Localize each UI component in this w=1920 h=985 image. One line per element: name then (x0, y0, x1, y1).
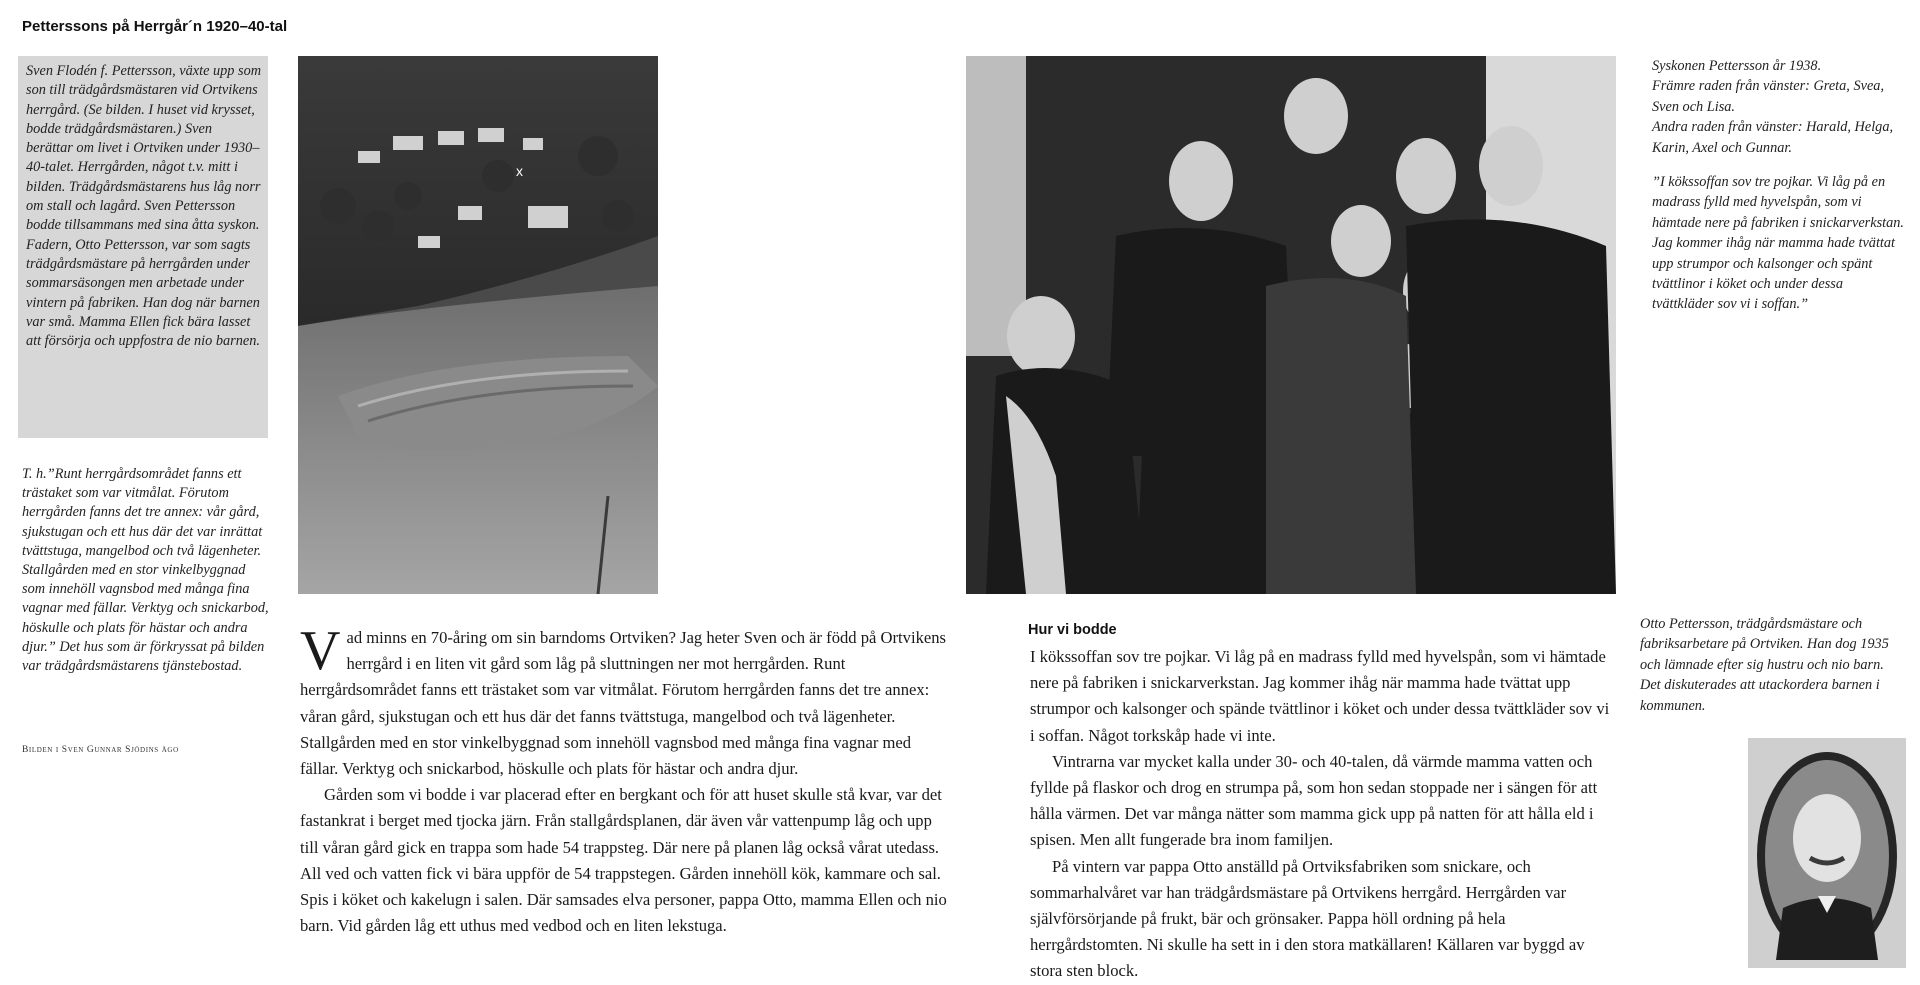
intro-box (18, 56, 268, 438)
intro-text: Sven Flodén f. Pettersson, växte upp som son till trädgårdsmästaren vid Ortvikens herrgård. (Se bilden. I huset vid krysset, bodde trädgårdsmästaren.) Sven berättar om livet i Ortviken under 1930–40-talet. Herrgården, något t.v. mitt i bilden. Trädgårdsmästarens hus låg norr om stall och lagård. Sven Pettersson bodde tillsammans med sina åtta syskon. Fadern, Otto Pettersson, var som sagts trädgårdsmästare på herrgården under sommarsäsongen men arbetade under vintern på fabriken. Han dog när barnen var små. Mamma Ellen fick bära lasset att försörja och uppfostra de nio barnen. (26, 63, 262, 350)
siblings-caption-front-row: Främre raden från vänster: Greta, Svea, Sven och Lisa. (1652, 78, 1885, 115)
article-paragraph-2: Gården som vi bodde i var placerad efter en bergkant och för att huset skulle stå kvar, var det fastankrat i berget med tjocka järn. Från stallgårdsplanen, där även vår vattenpump låg och upp till våran gård gick en trappa som hade 54 trappsteg. Där nere på planen låg också vårat utedass. All ved och vatten fick vi bära uppför de 54 trappstegen. Gården innehöll kök, kammare och sal. Spis i köket och kakelugn i salen. Där samsades elva personer, pappa Otto, mamma Ellen och nio barn. Vid gården låg ett uthus med vedbod och en liten lekstuga. (300, 785, 947, 936)
siblings-photo-illustration (966, 56, 1616, 594)
house-cross-mark: x (516, 163, 523, 179)
article-column (300, 620, 950, 939)
section-paragraph-1: I kökssoffan sov tre pojkar. Vi låg på en madrass fylld med hyvelspån, som vi hämtade nere på fabriken i snickarverkstan. Jag kommer ihåg när mamma hade tvättat upp strumpor och kalsonger och spände tvättlinor i köket och under dessa tvättkläder sov vi i soffan. Något torkskåp hade vi inte. (1030, 647, 1610, 745)
aerial-photo-illustration (298, 56, 658, 594)
section-column (1030, 644, 1610, 985)
article-paragraph-1-text: ad minns en 70-åring om sin barndoms Ortviken? Jag heter Sven och är född på Ortvikens herrgård i en liten vit gård som låg på sluttningen ner mot herrgården. Runt herrgårdsområdet fanns ett trästaket som var vitmålat. Förutom herrgården fanns det tre annex: våran gård, sjukstugan och ett hus där det fanns tvättstuga, mangelbod och två lägenheter. Stallgården med en stor vinkelbyggnad som innehöll vagnsbod med många fina vagnar med fällar. Verktyg och snickarbod, höskulle och plats för hästar och andra djur. (300, 628, 946, 779)
page-title: Petterssons på Herrgår´n 1920–40-tal (22, 18, 288, 35)
section-paragraph-3: På vintern var pappa Otto anställd på Ortviksfabriken som snickare, och sommarhalvåret var han trädgårdsmästare på Ortvikens herrgård. Herrgården var självförsörjande på frukt, bär och grönsaker. Pappa höll ordning på hela herrgårdstomten. Ni skulle ha sett in i den stora matkällaren! Källaren var byggd av stora sten block. (1030, 856, 1585, 981)
drop-cap: V (300, 620, 341, 682)
siblings-caption-back-row: Andra raden från vänster: Harald, Helga, Karin, Axel och Gunnar. (1652, 119, 1894, 156)
otto-portrait-illustration (1748, 738, 1906, 968)
siblings-photo (966, 56, 1616, 594)
article-paragraph-1 (300, 620, 950, 782)
otto-caption: Otto Pettersson, trädgårdsmästare och fabriksarbetare på Ortviken. Han dog 1935 och lämnade efter sig hustru och nio barn. Det diskuterades att utackordera barnen i kommunen. (1640, 616, 1889, 714)
left-caption-text: T. h.”Runt herrgårdsområdet fanns ett trästaket som var vitmålat. Förutom herrgården fanns det tre annex: vår gård, sjukstugan och ett hus där det var inrättat tvättstuga, mangelbod och två lägenheter. Stallgården med en stor vinkelbyggnad som innehöll vagnsbod med många fina vagnar med fällar. Verktyg och snickarbod, höskulle och plats för hästar och andra djur.” Det hus som är förkryssat på bilden var trädgårdsmästarens tjänstebostad. (22, 466, 269, 675)
photo-credit: Bilden i Sven Gunnar Sjödins ägo (22, 745, 179, 755)
section-heading: Hur vi bodde (1028, 622, 1117, 638)
section-paragraph-2: Vintrarna var mycket kalla under 30- och 40-talen, då värmde mamma vatten och fyllde på flaskor och drog en strumpa på, som hon sedan stoppade ner i sängen för att hålla värmen. Det var många nätter som mamma gick upp på natten för att hålla eld i spisen. Men allt fungerade bra inom familjen. (1030, 751, 1598, 850)
siblings-caption (1652, 56, 1907, 315)
siblings-caption-year: Syskonen Pettersson år 1938. (1652, 58, 1822, 74)
siblings-caption-quote: ”I kökssoffan sov tre pojkar. Vi låg på en madrass fylld med hyvelspån, som vi hämtade nere på fabriken i snickarverkstan. Jag kommer ihåg när mamma hade tvättat upp strumpor och kalsonger och spänt tvättlinor i köket och under dessa tvättkläder sov vi i soffan.” (1652, 174, 1904, 313)
left-caption (22, 465, 272, 676)
aerial-photo (298, 56, 658, 594)
otto-portrait (1748, 738, 1906, 968)
